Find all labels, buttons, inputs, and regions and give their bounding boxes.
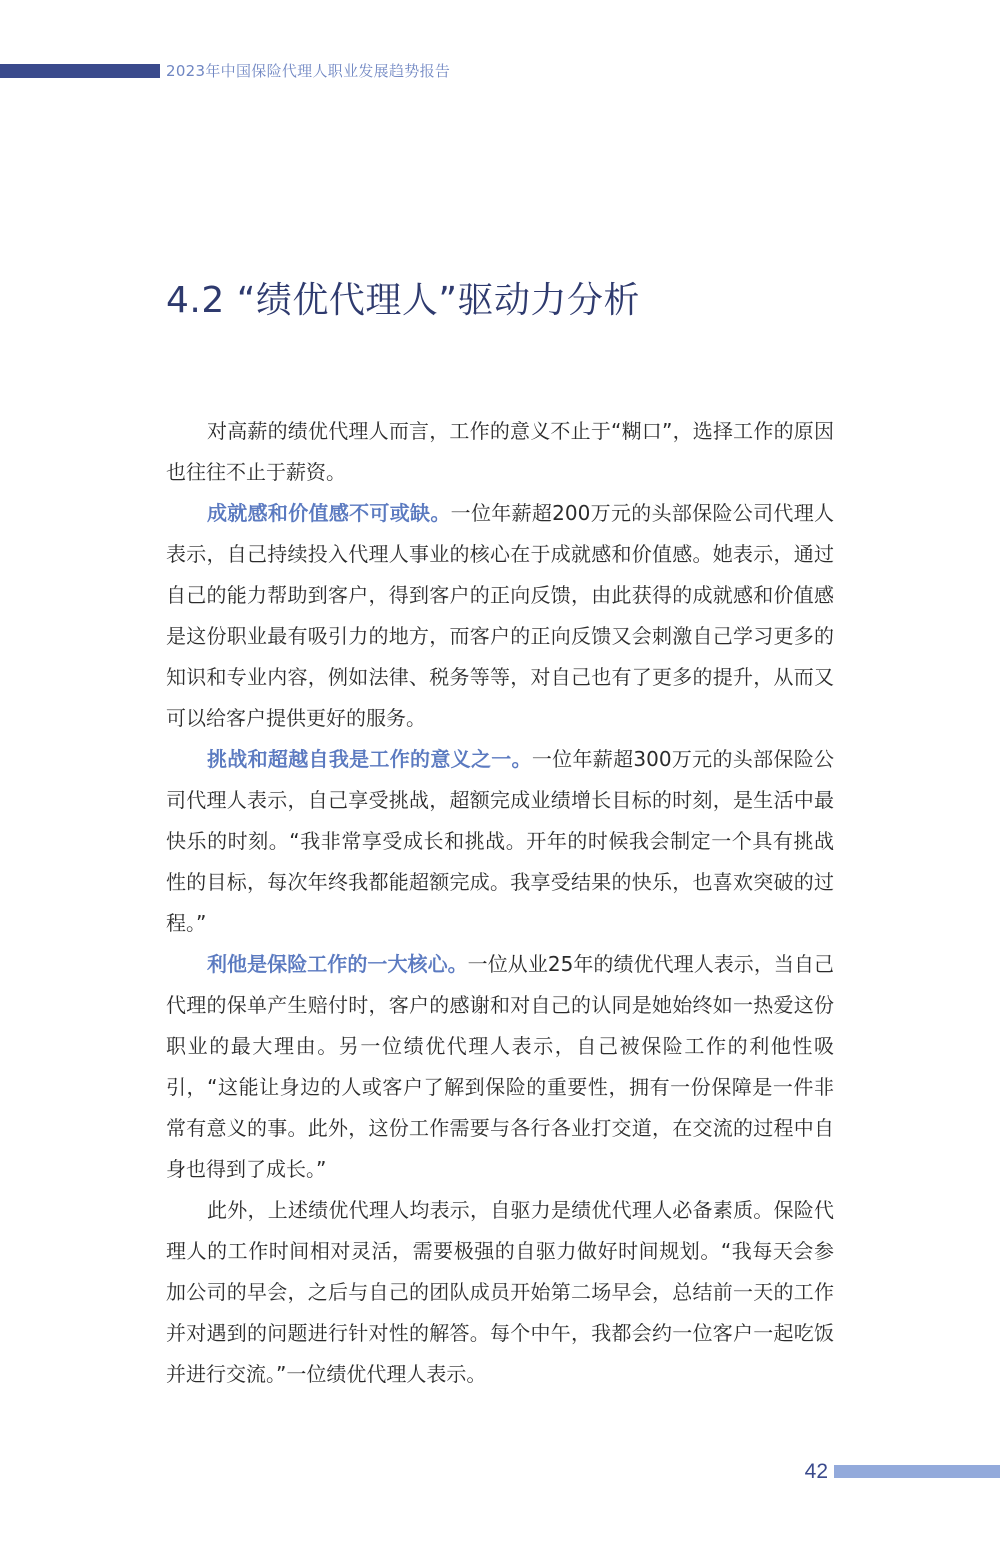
header-accent-bar: [0, 64, 160, 78]
paragraph-altruism: [166, 944, 834, 1190]
report-title: 2023年中国保险代理人职业发展趋势报告: [166, 62, 451, 80]
paragraph-text: 一位从业25年的绩优代理人表示，当自己代理的保单产生赔付时，客户的感谢和对自己的认同是她始终如一热爱这份职业的最大理由。另一位绩优代理人表示，自己被保险工作的利他性吸引，“这能让身边的人或客户了解到保险的重要性，拥有一份保障是一件非常有意义的事。此外，这份工作需要与各行各业打交道，在交流的过程中自身也得到了成长。”: [166, 952, 834, 1181]
paragraph-text: 此外，上述绩优代理人均表示，自驱力是绩优代理人必备素质。保险代理人的工作时间相对灵活，需要极强的自驱力做好时间规划。“我每天会参加公司的早会，之后与自己的团队成员开始第二场早会，总结前一天的工作并对遇到的问题进行针对性的解答。每个中午，我都会约一位客户一起吃饭并进行交流。”一位绩优代理人表示。: [166, 1198, 834, 1386]
paragraph-challenge: [166, 739, 834, 944]
paragraph-lead: 成就感和价值感不可或缺。: [207, 501, 451, 525]
paragraph-text: 一位年薪超300万元的头部保险公司代理人表示，自己享受挑战，超额完成业绩增长目标的时刻，是生活中最快乐的时刻。“我非常享受成长和挑战。开年的时候我会制定一个具有挑战性的目标，每次年终我都能超额完成。我享受结果的快乐，也喜欢突破的过程。”: [166, 747, 834, 935]
paragraph-intro: [166, 411, 834, 493]
footer-accent-bar: [834, 1465, 1000, 1478]
page-number: 42: [804, 1460, 828, 1483]
paragraph-text: 一位年薪超200万元的头部保险公司代理人表示，自己持续投入代理人事业的核心在于成就感和价值感。她表示，通过自己的能力帮助到客户，得到客户的正向反馈，由此获得的成就感和价值感是这份职业最有吸引力的地方，而客户的正向反馈又会刺激自己学习更多的知识和专业内容，例如法律、税务等等，对自己也有了更多的提升，从而又可以给客户提供更好的服务。: [166, 501, 834, 730]
paragraph-lead: 利他是保险工作的一大核心。: [207, 952, 468, 976]
body-text: [166, 411, 834, 1395]
paragraph-self-drive: [166, 1190, 834, 1395]
section-heading: 4.2 “绩优代理人”驱动力分析: [166, 280, 640, 321]
paragraph-achievement: [166, 493, 834, 739]
paragraph-lead: 挑战和超越自我是工作的意义之一。: [207, 747, 532, 771]
paragraph-text: 对高薪的绩优代理人而言，工作的意义不止于“糊口”，选择工作的原因也往往不止于薪资。: [166, 419, 834, 484]
